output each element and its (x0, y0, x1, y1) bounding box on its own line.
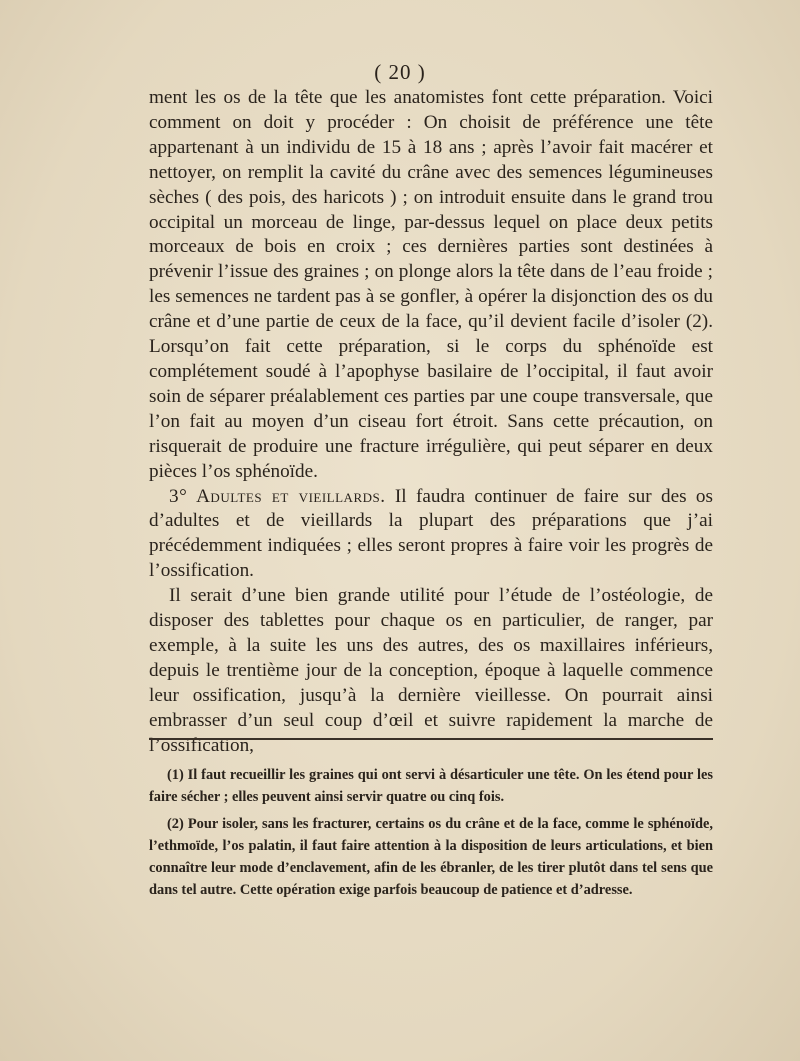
footnote-1: (1) Il faut recueillir les graines qui ont servi à désarticuler une tête. On les étend pour les faire sécher ; elles peuvent ainsi servir quatre ou cinq fois. (149, 767, 713, 806)
main-text (149, 86, 713, 758)
paragraph-text: Il faudra continuer de faire sur des os d’adultes et de vieillards la plupart des préparations que j’ai précédemment indiquées ; elles seront propres à faire voir les progrès de l’ossification. (149, 485, 713, 582)
paragraph-tablettes: Il serait d’une bien grande utilité pour l’étude de l’ostéologie, de disposer des tablettes pour chaque os en particulier, de ranger, par exemple, à la suite les uns des autres, des os maxillaires inférieurs, depuis le trentième jour de la conception, époque à laquelle commence leur ossification, jusqu’à la dernière vieillesse. On pourrait ainsi embrasser d’un seul coup d’œil et suivre rapidement la marche de l’ossification, (149, 585, 713, 756)
section-heading: 3° Adultes et vieillards. (169, 485, 386, 507)
footnote-rule (149, 738, 713, 740)
footnotes (149, 764, 713, 906)
paragraph-continuation: ment les os de la tête que les anatomistes font cette préparation. Voici comment on doit y procéder : On choisit de préférence une tête appartenant à un individu de 15 à 18 ans ; après l’avoir fait macérer et nettoyer, on remplit la cavité du crâne avec des semences légumineuses sèches ( des pois, des haricots ) ; on introduit ensuite dans le grand trou occipital un morceau de linge, par-dessus lequel on place deux petits morceaux de bois en croix ; ces dernières parties sont destinées à prévenir l’issue des graines ; on plonge alors la tête dans de l’eau froide ; les semences ne tardent pas à se gonfler, à opérer la disjonction des os du crâne et d’une partie de ceux de la face, qu’il devient facile d’isoler (2). Lorsqu’on fait cette préparation, si le corps du sphénoïde est complétement soudé à l’apophyse basilaire de l’occipital, il faut avoir soin de séparer préalablement ces parties par une coupe transversale, que l’on fait au moyen d’un ciseau fort étroit. Sans cette précaution, on risquerait de produire une fracture irrégulière, qui peut séparer en deux pièces l’os sphénoïde. (149, 87, 713, 482)
paragraph-adults (149, 485, 713, 585)
page-number: ( 20 ) (374, 60, 426, 84)
footnote-2: (2) Pour isoler, sans les fracturer, certains os du crâne et de la face, comme le sphénoïde, l’ethmoïde, l’os palatin, il faut faire attention à la disposition de leurs articulations, et bien connaître leur mode d’enclavement, afin de les ébranler, de les tirer plutôt dans tel sens que dans tel autre. Cette opération exige parfois beaucoup de patience et d’adresse. (149, 815, 713, 899)
